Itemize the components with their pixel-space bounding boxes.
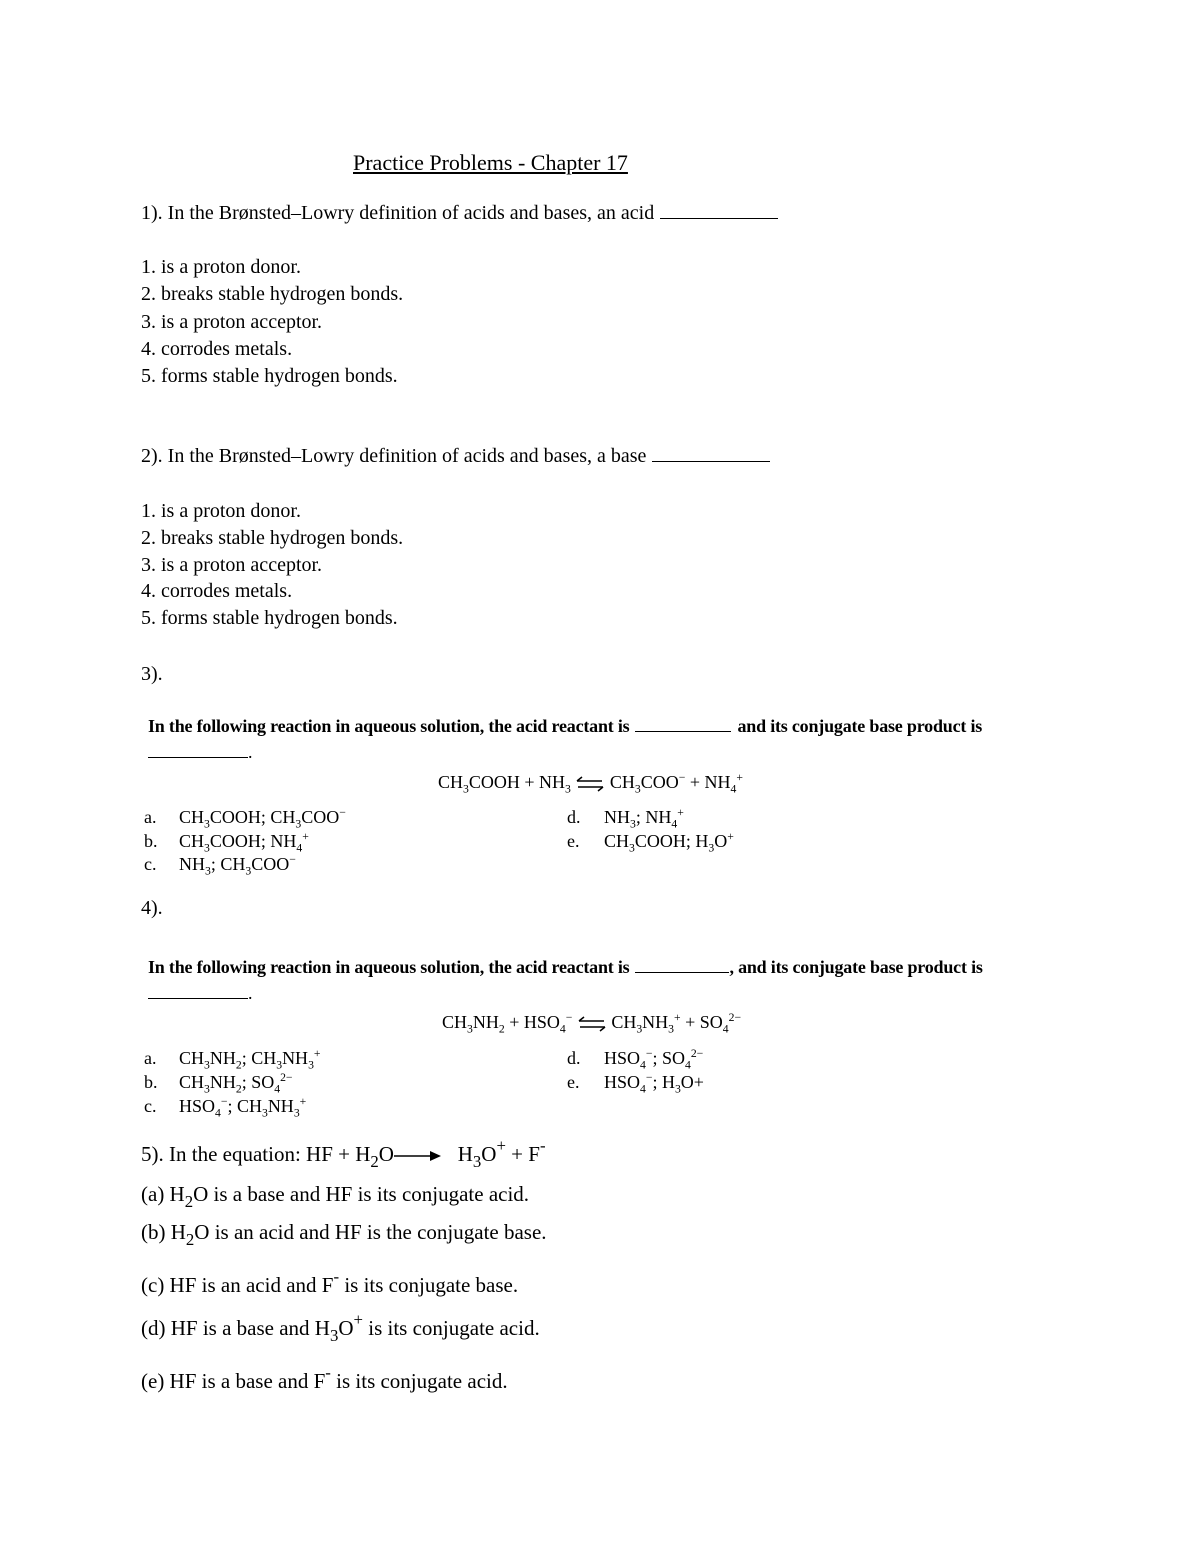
q2-option: 2. breaks stable hydrogen bonds. xyxy=(141,527,404,549)
q4-blank-1 xyxy=(635,971,729,973)
q4-label: 4). xyxy=(141,897,163,919)
q2-blank xyxy=(652,460,770,462)
q3-letter-a: a. xyxy=(144,807,157,827)
q4-stem-line2: . xyxy=(148,983,253,1004)
q4-stem xyxy=(148,957,983,978)
q4-blank-2 xyxy=(148,997,248,999)
q4-letter-c: c. xyxy=(144,1096,157,1116)
q3-letter-e: e. xyxy=(567,831,580,851)
q2-option: 3. is a proton acceptor. xyxy=(141,554,323,576)
q4-letter-e: e. xyxy=(567,1072,580,1092)
q2-option: 1. is a proton donor. xyxy=(141,500,301,522)
q5-option-e-tail: is its conjugate acid. xyxy=(336,1369,508,1393)
q4-answer-d: $HSO_4^-$; $SO_4^{2-}$ xyxy=(604,1047,704,1072)
q1-blank xyxy=(660,217,778,219)
q1-option: 2. breaks stable hydrogen bonds. xyxy=(141,283,404,305)
q3-answer-e: $CH_3COOH$; $H_3O^+$ xyxy=(604,830,734,855)
q2-option: 4. corrodes metals. xyxy=(141,580,293,602)
q4-stem-b: , and its conjugate base product is xyxy=(729,957,983,977)
q3-letter-d: d. xyxy=(567,807,581,827)
q3-letter-b: b. xyxy=(144,831,158,851)
q4-equation: $CH_3NH_2 + HSO_4^-$ $CH_3NH_3^+ + SO_4^{2-}$ xyxy=(442,1011,742,1036)
q3-answer-b: $CH_3COOH$; $NH_4^+$ xyxy=(179,830,309,855)
reaction-arrow-icon xyxy=(394,1149,442,1163)
q4-letter-d: d. xyxy=(567,1048,581,1068)
q5-prompt-text: 5). In the equation: xyxy=(141,1142,301,1166)
q3-stem-line2: . xyxy=(148,742,253,763)
q5-option-c-text: (c) HF is an acid and F xyxy=(141,1273,334,1297)
q3-answer-c: $NH_3$; $CH_3COO^-$ xyxy=(179,853,296,878)
q3-answer-d: $NH_3$; $NH_4^+$ xyxy=(604,806,684,831)
q2-prompt-text: 2). In the Brønsted–Lowry definition of acids and bases, a base xyxy=(141,445,647,467)
page-title: Practice Problems - Chapter 17 xyxy=(353,150,628,175)
q1-option: 1. is a proton donor. xyxy=(141,256,301,278)
q3-letter-c: c. xyxy=(144,854,157,874)
q1-prompt xyxy=(141,202,778,225)
q5-prompt: 5). In the equation: HF + $H_2O$ $H_3O^+ + F^-$ xyxy=(141,1135,546,1171)
q2-option: 5. forms stable hydrogen bonds. xyxy=(141,607,398,629)
q4-answer-e: $HSO_4^-$; $H_3O+$ xyxy=(604,1071,704,1096)
q2-prompt xyxy=(141,445,770,468)
q4-letter-a: a. xyxy=(144,1048,157,1068)
equilibrium-arrow-icon xyxy=(577,1016,607,1032)
q5-option-d: (d) HF is a base and $H_3O^+$ is its conjugate acid. xyxy=(141,1309,540,1345)
q5-option-a: (a) $H_2O$ is a base and HF is its conjugate acid. xyxy=(141,1182,530,1211)
q5-option-b: (b) $H_2O$ is an acid and HF is the conjugate base. xyxy=(141,1220,547,1249)
q3-stem xyxy=(148,716,982,737)
q1-option: 3. is a proton acceptor. xyxy=(141,311,323,333)
q4-answer-c: $HSO_4^-$; $CH_3NH_3^+$ xyxy=(179,1095,307,1120)
q4-stem-a: In the following reaction in aqueous solution, the acid reactant is xyxy=(148,957,630,977)
q3-equation: $CH_3COOH + NH_3$ $CH_3COO^- + NH_4^+$ xyxy=(438,771,743,796)
q3-blank-2 xyxy=(148,756,248,758)
equilibrium-arrow-icon xyxy=(575,776,605,792)
q4-answer-b: $CH_3NH_2$; $SO_4^{2-}$ xyxy=(179,1071,293,1096)
q4-letter-b: b. xyxy=(144,1072,158,1092)
q4-answer-a: $CH_3NH_2$; $CH_3NH_3^+$ xyxy=(179,1047,321,1072)
q1-option: 4. corrodes metals. xyxy=(141,338,293,360)
q3-stem-b: and its conjugate base product is xyxy=(737,716,983,736)
q3-stem-a: In the following reaction in aqueous solution, the acid reactant is xyxy=(148,716,630,736)
q1-option: 5. forms stable hydrogen bonds. xyxy=(141,365,398,387)
q3-answer-a: $CH_3COOH$; $CH_3COO^-$ xyxy=(179,806,346,831)
q3-label: 3). xyxy=(141,663,163,685)
q5-option-e-text: (e) HF is a base and F xyxy=(141,1369,326,1393)
q5-option-c-tail: is its conjugate base. xyxy=(344,1273,519,1297)
q3-blank-1 xyxy=(635,730,731,732)
q5-option-c: (c) HF is an acid and F- is its conjugate base. xyxy=(141,1266,519,1297)
q1-prompt-text: 1). In the Brønsted–Lowry definition of acids and bases, an acid xyxy=(141,202,655,224)
q5-option-e: (e) HF is a base and F- is its conjugate acid. xyxy=(141,1362,508,1393)
